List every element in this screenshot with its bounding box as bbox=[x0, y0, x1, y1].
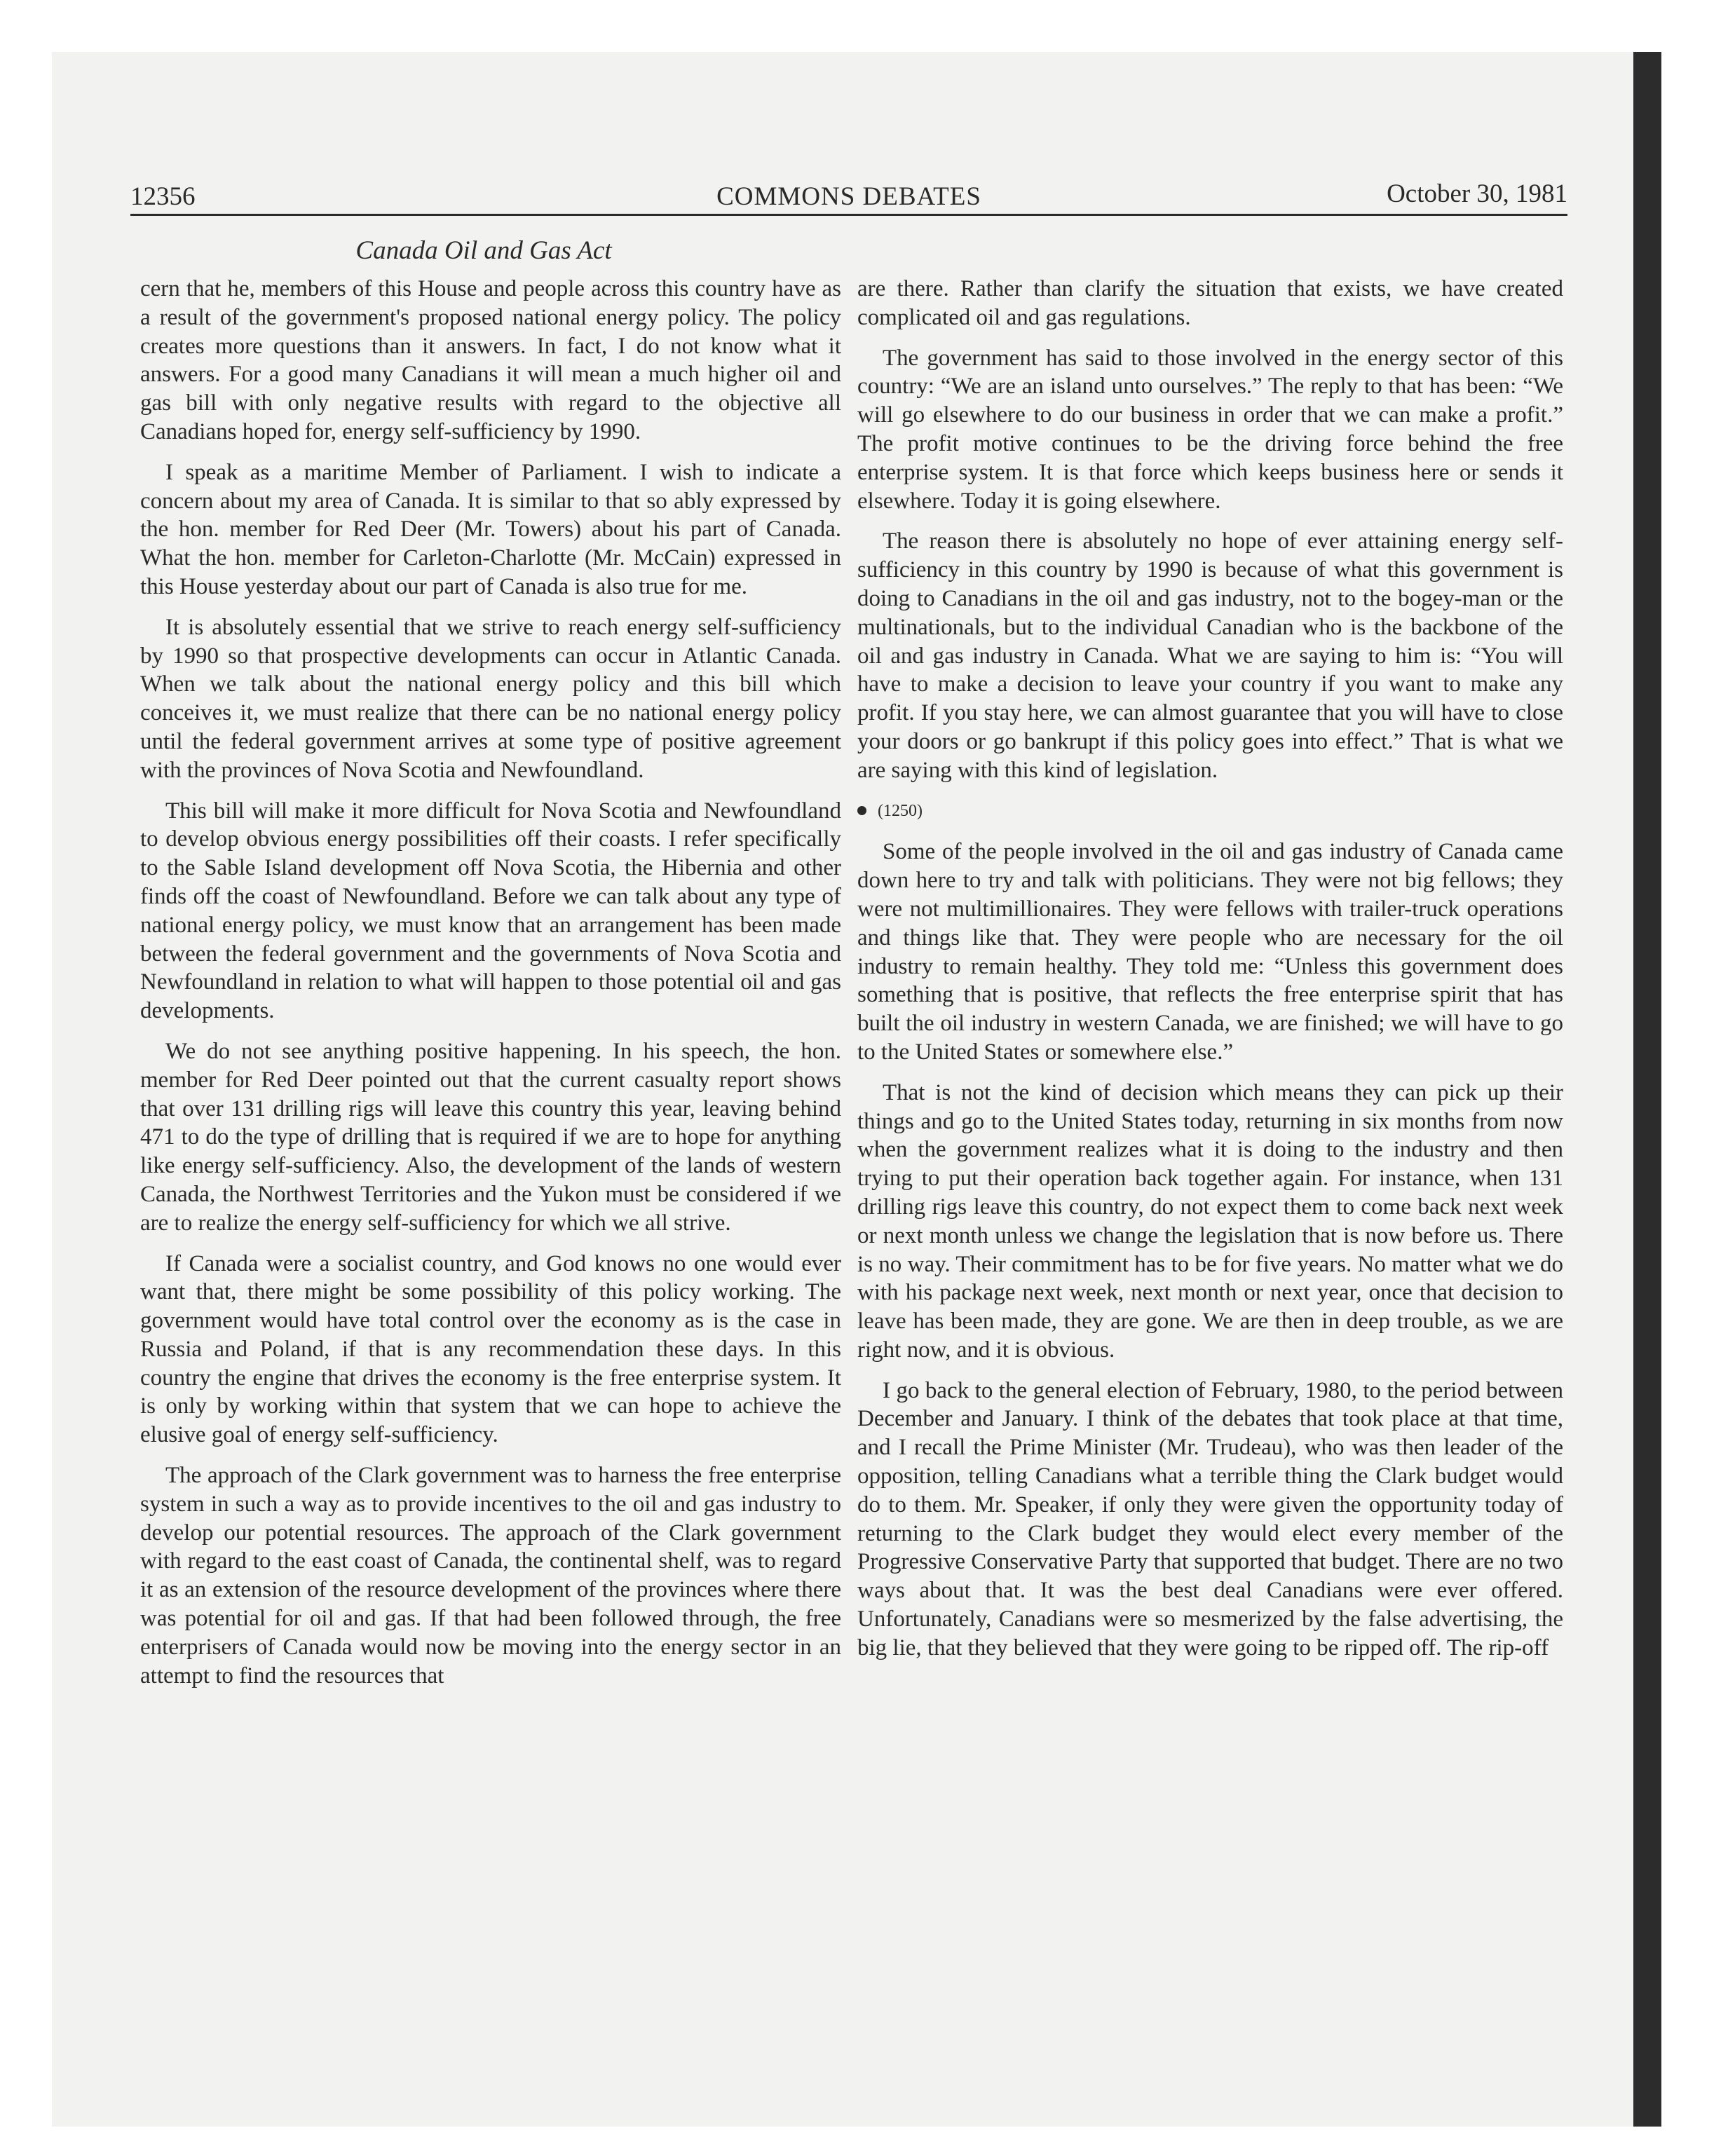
paragraph: I go back to the general election of February, 1980, to the period between December and January. I think of the debates that took place at that time, and I recall the Prime Minister (Mr. Trudeau), who was then leader of the opposition, telling Canadians what a terrible thing the Clark budget would do to them. Mr. Speaker, if only they were given the opportunity today of returning to the Clark budget they would elect every member of the Progressive Conservative Party that supported that budget. There are no two ways about that. It was the best deal Canadians were ever offered. Unfortunately, Canadians were so mesmerized by the false advertising, the big lie, that they believed that they were going to be ripped off. The rip-off bbox=[857, 1377, 1563, 1660]
running-subtitle: Canada Oil and Gas Act bbox=[355, 236, 612, 265]
paragraph: If Canada were a socialist country, and God knows no one would ever want that, there might be some possibility of this policy working. The government would have total control over the economy as is the case in Russia and Poland, if that is any recommendation these days. In this country the engine that drives the economy is the free enterprise system. It is only by working within that system that we can hope to achieve the elusive goal of energy self-sufficiency. bbox=[140, 1250, 841, 1448]
time-marker-label: (1250) bbox=[878, 801, 923, 820]
time-marker bbox=[857, 797, 1563, 826]
publication-date: October 30, 1981 bbox=[1387, 179, 1567, 208]
left-column bbox=[140, 275, 841, 1702]
paragraph: The government has said to those involved in the energy sector of this country: “We are an island unto ourselves.” The reply to that has been: “We will go elsewhere to do our business in order that we can make a profit.” The profit motive continues to be the driving force behind the free enterprise system. It is that force which keeps business here or sends it elsewhere. Today it is going elsewhere. bbox=[857, 345, 1563, 514]
paragraph: It is absolutely essential that we strive to reach energy self-sufficiency by 1990 so that prospective developments can occur in Atlantic Canada. When we talk about the national energy policy and this bill which conceives it, we must realize that there can be no national energy policy until the federal government arrives at some type of positive agreement with the provinces of Nova Scotia and Newfoundland. bbox=[140, 614, 841, 783]
paragraph: The approach of the Clark government was to harness the free enterprise system in such a way as to provide incentives to the oil and gas industry to develop our potential resources. The approach of the Clark government with regard to the east coast of Canada, the continental shelf, was to regard it as an extension of the resource development of the provinces where there was potential for oil and gas. If that had been followed through, the free enterprisers of Canada would now be moving into the energy sector in an attempt to find the resources that bbox=[140, 1463, 841, 1688]
page-header bbox=[130, 179, 1567, 216]
paragraph: This bill will make it more difficult for Nova Scotia and Newfoundland to develop obvious energy possibilities off their coasts. I refer specifically to the Sable Island development off Nova Scotia, the Hibernia and other finds off the coast of Newfoundland. Before we can talk about any type of national energy policy, we must know that an arrangement has been made between the federal government and the governments of Nova Scotia and Newfoundland in relation to what will happen to those potential oil and gas developments. bbox=[140, 798, 841, 1024]
paragraph: We do not see anything positive happening. In his speech, the hon. member for Red Deer pointed out that the current casualty report shows that over 131 drilling rigs will leave this country this year, leaving behind 471 to do the type of drilling that is required if we are to hope for anything like energy self-sufficiency. Also, the development of the lands of western Canada, the Northwest Territories and the Yukon must be considered if we are to realize the energy self-sufficiency for which we all strive. bbox=[140, 1038, 841, 1236]
paragraph: Some of the people involved in the oil and gas industry of Canada came down here to try and talk with politicians. They were not big fellows; they were not multimillionaires. They were fellows with trailer-truck operations and things like that. They were people who are necessary for the oil industry to remain healthy. They told me: “Unless this government does something that is positive, that reflects the free enterprise spirit that has built the oil industry in western Canada, we are finished; we will have to go to the United States or somewhere else.” bbox=[857, 839, 1563, 1065]
page-number: 12356 bbox=[130, 182, 196, 211]
scan-edge-shadow bbox=[1633, 52, 1661, 2127]
paragraph: are there. Rather than clarify the situation that exists, we have created complicated oil and gas regulations. bbox=[857, 276, 1563, 330]
paragraph: I speak as a maritime Member of Parliament. I wish to indicate a concern about my area of Canada. It is similar to that so ably expressed by the hon. member for Red Deer (Mr. Towers) about his part of Canada. What the hon. member for Carleton-Charlotte (Mr. McCain) expressed in this House yesterday about our part of Canada is also true for me. bbox=[140, 459, 841, 599]
right-column bbox=[857, 275, 1563, 1674]
paragraph: That is not the kind of decision which means they can pick up their things and go to the United States today, returning in six months from now when the government realizes what it is doing to the industry and then trying to put their operation back together again. For instance, when 131 drilling rigs leave this country, do not expect them to come back next week or next month unless we change the legislation that is now before us. There is no way. Their commitment has to be for five years. No matter what we do with his package next week, next month or next year, once that decision to leave has been made, they are gone. We are then in deep trouble, as we are right now, and it is obvious. bbox=[857, 1079, 1563, 1363]
paragraph: The reason there is absolutely no hope of ever attaining energy self-sufficiency in this country by 1990 is because of what this government is doing to Canadians in the oil and gas industry, not to the bogey-man or the multinationals, but to the individual Canadian who is the backbone of the oil and gas industry in Canada. What we are saying to him is: “You will have to make a decision to leave your country if you want to make any profit. If you stay here, we can almost guarantee that you will have to close your doors or go bankrupt if this policy goes into effect.” That is what we are saying with this kind of legislation. bbox=[857, 528, 1563, 783]
paragraph: cern that he, members of this House and people across this country have as a result of the government's proposed national energy policy. The policy creates more questions than it answers. In fact, I do not know what it answers. For a good many Canadians it will mean a much higher oil and gas bill with only negative results with regard to the objective all Canadians hoped for, energy self-sufficiency by 1990. bbox=[140, 276, 841, 444]
publication-title: COMMONS DEBATES bbox=[716, 182, 981, 211]
bullet-icon bbox=[857, 806, 866, 815]
